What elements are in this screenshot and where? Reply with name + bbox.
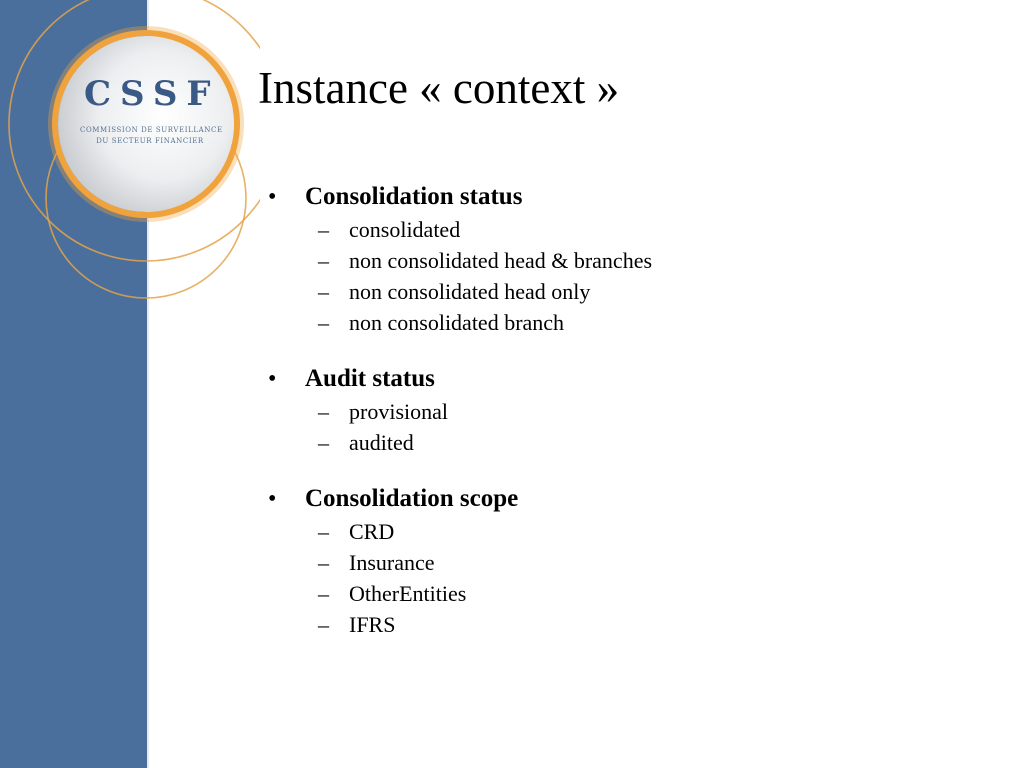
bullet-item [264,180,1004,214]
cssf-logo [58,36,234,212]
dash-icon: – [318,550,329,575]
sub-item-text: non consolidated head only [349,279,591,304]
section-consolidation-status [264,180,1004,338]
dash-icon: – [318,612,329,637]
sub-item-text: consolidated [349,217,461,242]
dash-icon: – [318,279,329,304]
dash-icon: – [318,310,329,335]
dash-icon: – [318,581,329,606]
dash-icon: – [318,217,329,242]
dash-icon: – [318,519,329,544]
bullet-item [264,482,1004,516]
sub-item [264,516,1004,547]
dash-icon: – [318,399,329,424]
sub-item-text: provisional [349,399,448,424]
sub-item [264,307,1004,338]
sub-item-text: non consolidated branch [349,310,565,335]
section-audit-status [264,362,1004,458]
sub-item-text: CRD [349,519,395,544]
dash-icon: – [318,430,329,455]
bullet-heading: Consolidation status [305,183,523,210]
bullet-icon: • [268,366,277,392]
sub-item [264,245,1004,276]
sub-item [264,547,1004,578]
section-consolidation-scope [264,482,1004,640]
bullet-heading: Consolidation scope [305,485,519,512]
sub-item [264,214,1004,245]
sub-item-text: non consolidated head & branches [349,248,653,273]
sub-item [264,578,1004,609]
slide-title: Instance « context » [258,63,620,113]
sub-item [264,396,1004,427]
sub-item-text: Insurance [349,550,435,575]
bullet-item [264,362,1004,396]
bullet-icon: • [268,486,277,512]
sub-item [264,427,1004,458]
logo-subtitle-line1: COMMISSION DE SURVEILLANCE [80,126,223,134]
bullet-icon: • [268,184,277,210]
dash-icon: – [318,248,329,273]
slide-content [264,180,1004,664]
sub-item [264,609,1004,640]
logo-letters: CSSF [84,74,220,114]
sub-item-text: audited [349,430,414,455]
sub-item-text: OtherEntities [349,581,467,606]
sub-item-text: IFRS [349,612,396,637]
logo-subtitle-line2: DU SECTEUR FINANCIER [96,137,204,145]
bullet-heading: Audit status [305,365,435,392]
sub-item [264,276,1004,307]
